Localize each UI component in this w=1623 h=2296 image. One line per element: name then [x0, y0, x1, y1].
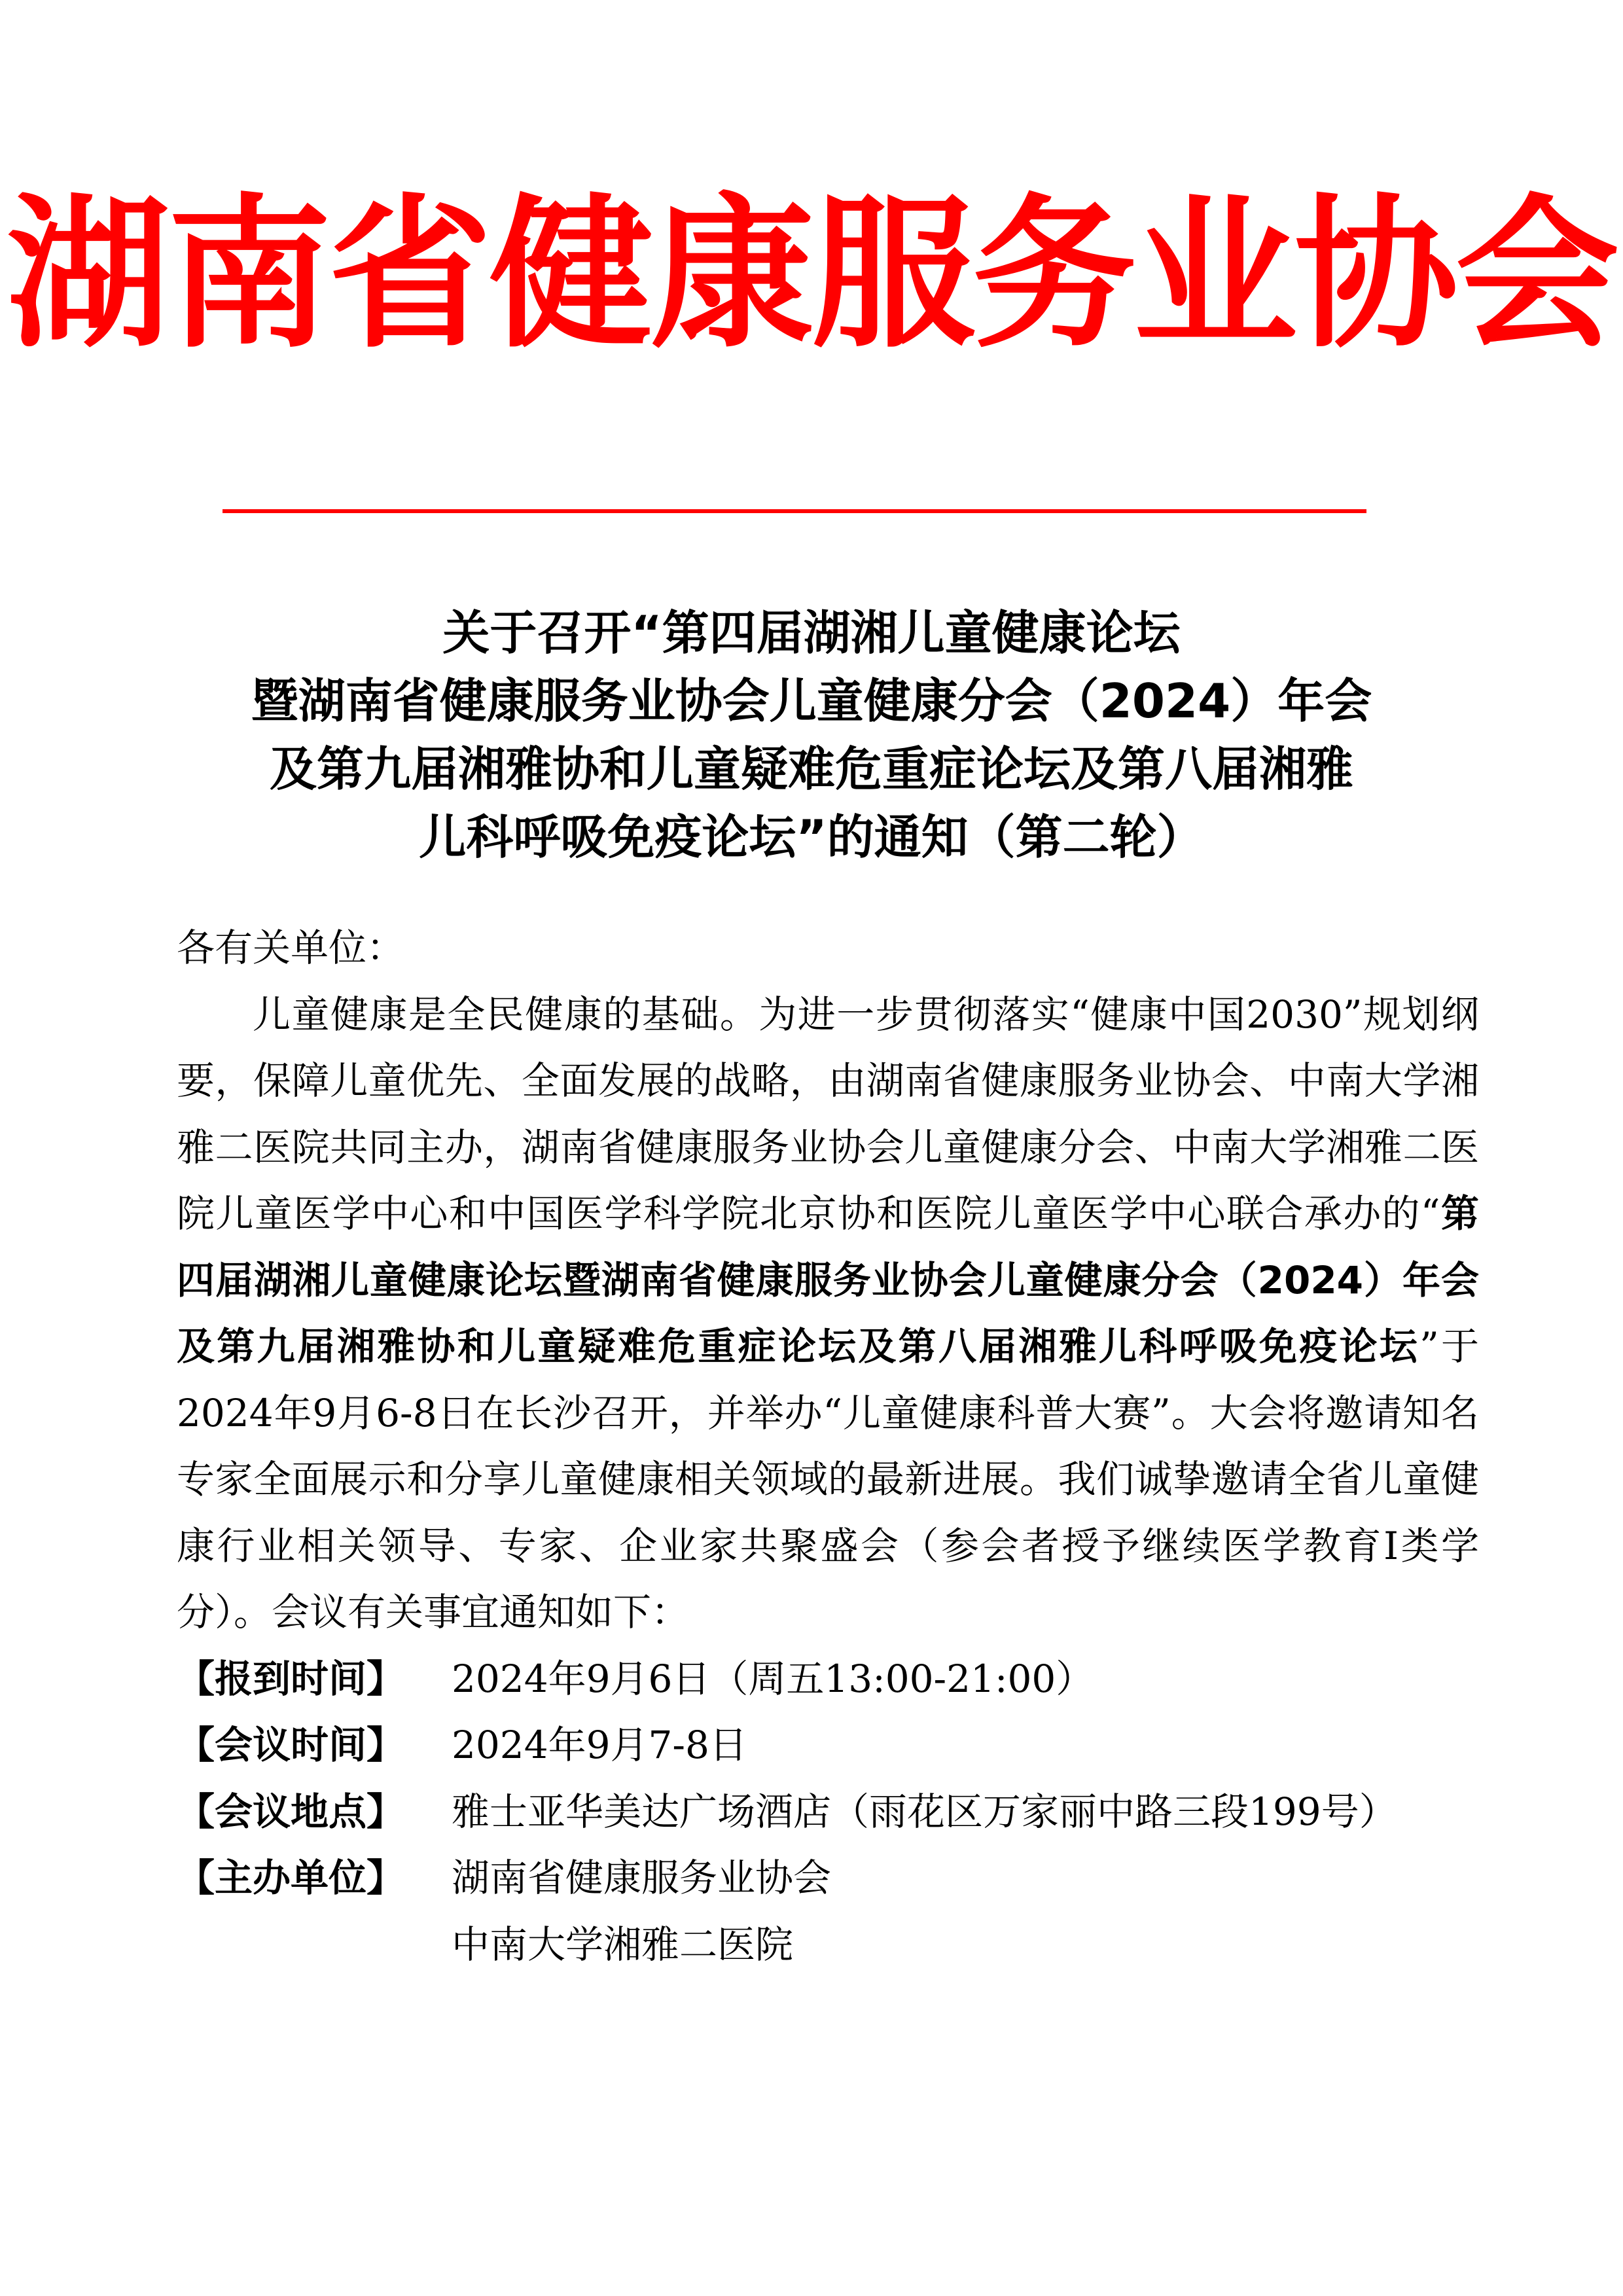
intro-paragraph	[177, 982, 1479, 1646]
info-values	[452, 1712, 747, 1779]
notice-title-line: 及第九届湘雅协和儿童疑难危重症论坛及第八届湘雅	[269, 742, 1353, 797]
letterhead-divider	[223, 509, 1366, 513]
notice-title-line: 关于召开“第四届湖湘儿童健康论坛	[442, 605, 1181, 660]
info-label: 【主办单位】	[177, 1856, 405, 1900]
greeting: 各有关单位：	[177, 925, 405, 970]
info-value: 2024年9月6日（周五13:00-21:00）	[452, 1656, 1094, 1701]
info-value: 中南大学湘雅二医院	[452, 1922, 794, 1967]
notice-body	[177, 915, 1479, 1978]
event-name: 第四届湖湘儿童健康论坛暨湖南省健康服务业协会儿童健康分会（2024）年会及第九届湘雅协和儿童疑难危重症论坛及第八届湘雅儿科呼吸免疫论坛	[177, 1191, 1479, 1369]
info-values	[452, 1646, 1094, 1713]
intro-text: 儿童健康是全民健康的基础。为进一步贯彻落实“健康中国2030”规划纲要，保障儿童优先、全面发展的战略，由湖南省健康服务业协会、中南大学湘雅二医院共同主办，湖南省健康服务业协会儿童健康分会、中南大学湘雅二医院儿童医学中心和中国医学科学院北京协和医院儿童医学中心联合承办的“	[177, 992, 1479, 1236]
info-row-registration	[177, 1646, 1479, 1713]
info-label: 【会议地点】	[177, 1789, 405, 1834]
info-row-organizers	[177, 1845, 1479, 1978]
info-values	[452, 1779, 1397, 1846]
info-label: 【会议时间】	[177, 1723, 405, 1767]
notice-title-line: 暨湖南省健康服务业协会儿童健康分会（2024）年会	[251, 673, 1372, 728]
info-value: 湖南省健康服务业协会	[452, 1856, 832, 1900]
info-row-meeting-time	[177, 1712, 1479, 1779]
letterhead-org-name: 湖南省健康服务业协会	[7, 179, 1616, 370]
intro-text: ”于2024年9月6-8日在长沙召开，并举办“儿童健康科普大赛”。大会将邀请知名专家全面展示和分享儿童健康相关领域的最新进展。我们诚挚邀请全省儿童健康行业相关领导、专家、企业家共聚盛会（参会者授予继续医学教育Ⅰ类学分）。会议有关事宜通知如下：	[177, 1324, 1479, 1634]
info-values	[452, 1845, 831, 1978]
info-row-venue	[177, 1779, 1479, 1846]
info-label: 【报到时间】	[177, 1656, 405, 1701]
notice-title	[0, 599, 1623, 871]
notice-title-line: 儿科呼吸免疫论坛”的通知（第二轮）	[419, 810, 1204, 865]
info-value: 雅士亚华美达广场酒店（雨花区万家丽中路三段199号）	[452, 1789, 1397, 1834]
info-value: 2024年9月7-8日	[452, 1723, 747, 1767]
